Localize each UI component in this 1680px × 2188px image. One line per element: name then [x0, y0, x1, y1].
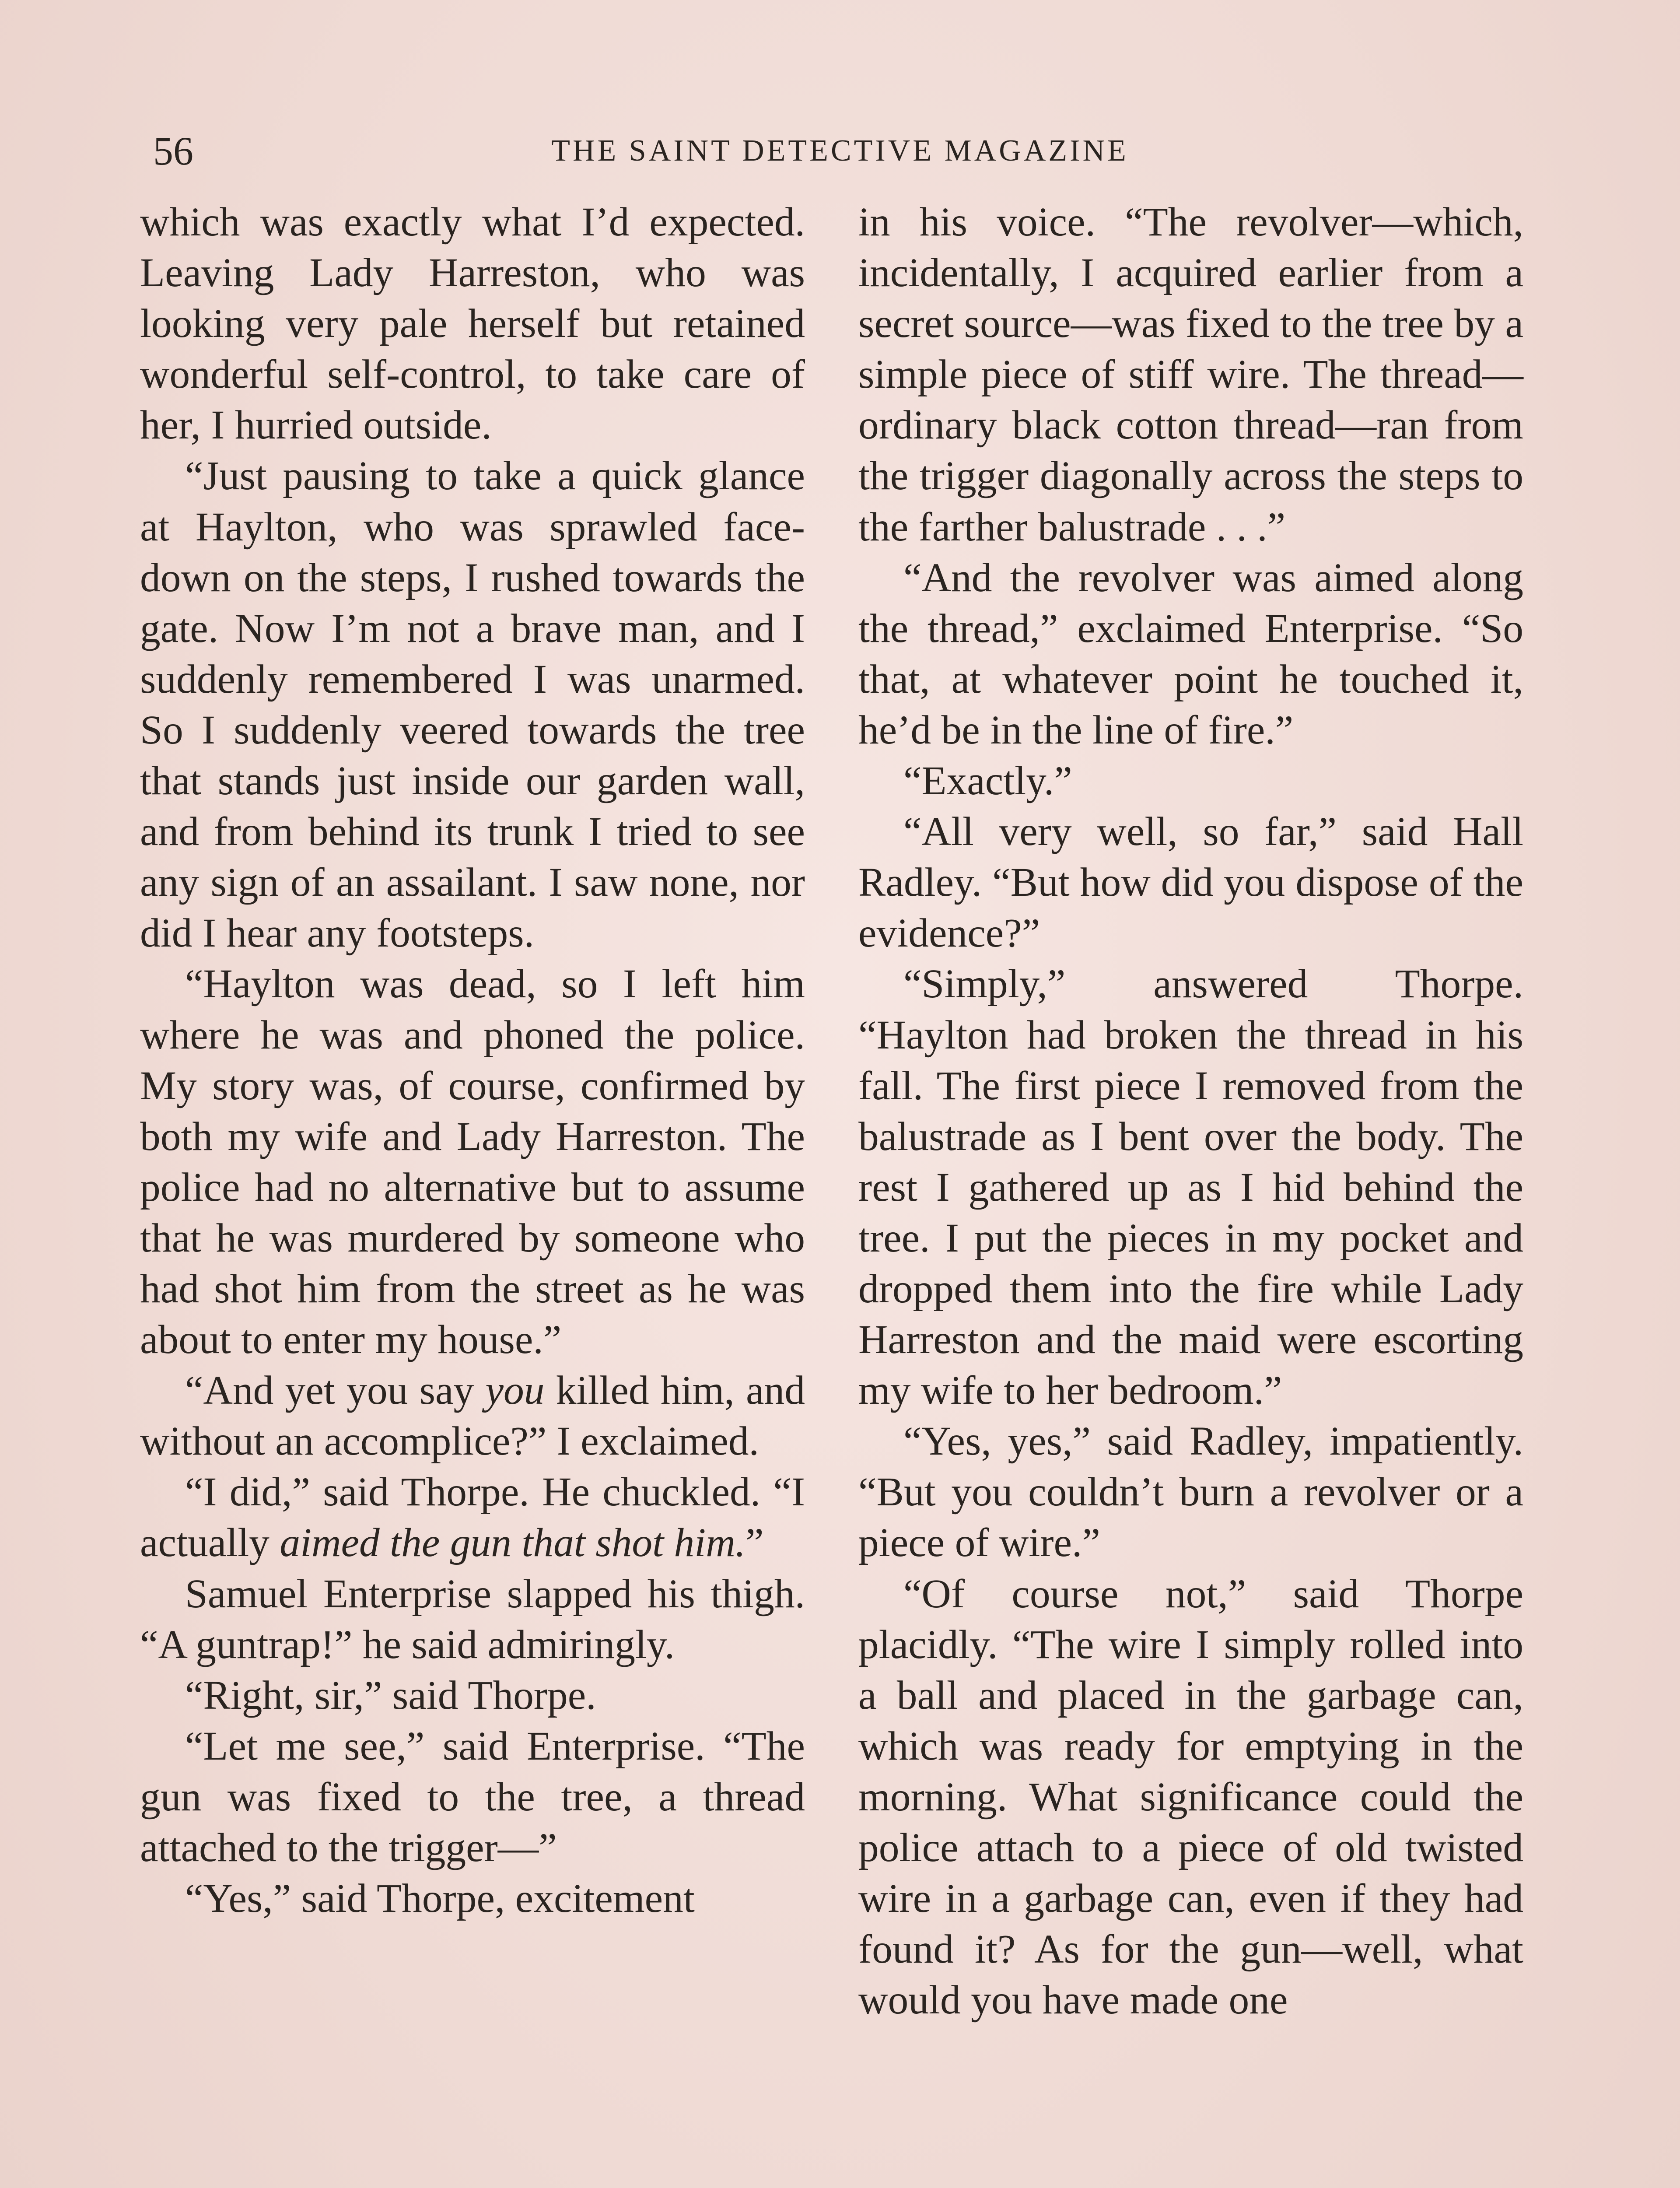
paragraph: “Haylton was dead, so I left him where he was and phoned the police. My story was, of course, confirmed by both my wife and Lady Harreston. The police had no alternative but to assume that he was murdered by someone who had shot him from the street as he was about to enter my house.” [140, 961, 805, 1363]
right-column [858, 197, 1523, 2026]
paragraph: “Just pausing to take a quick glance at Haylton, who was sprawled face-down on the steps, I rushed towards the gate. Now I’m not a brave man, and I suddenly remembered I was unarmed. So I suddenly veered towards the tree that stands just inside our garden wall, and from behind its trunk I tried to see any sign of an assailant. I saw none, nor did I hear any footsteps. [140, 453, 805, 956]
paragraph: Samuel Enterprise slapped his thigh. “A guntrap!” he said admiringly. [140, 1571, 805, 1667]
paragraph: “All very well, so far,” said Hall Radley. “But how did you dispose of the evidence?” [858, 809, 1523, 956]
paragraph: “And yet you say you killed him, and without an accomplice?” I exclaimed. [140, 1368, 805, 1464]
paragraph: which was exactly what I’d expected. Leaving Lady Harreston, who was looking very pale herself but retained wonderful self-control, to take care of her, I hurried outside. [140, 200, 805, 448]
paragraph: “Yes,” said Thorpe, excitement [185, 1876, 695, 1922]
page-header [140, 127, 1540, 175]
left-column [140, 197, 805, 1924]
paragraph: “Let me see,” said Enterprise. “The gun was fixed to the tree, a thread attached to the trigger—” [140, 1723, 805, 1870]
paragraph: “Exactly.” [903, 758, 1072, 804]
paragraph: “Yes, yes,” said Radley, impatiently. “But you couldn’t burn a revolver or a piece of wire.” [858, 1419, 1523, 1566]
page-number: 56 [153, 129, 193, 173]
paragraph: “Right, sir,” said Thorpe. [185, 1673, 596, 1718]
paragraph: “And the revolver was aimed along the thread,” exclaimed Enterprise. “So that, at whatever point he touched it, he’d be in the line of fire.” [858, 555, 1523, 753]
paragraph: “Simply,” answered Thorpe. “Haylton had broken the thread in his fall. The first piece I removed from the balustrade as I bent over the body. The rest I gathered up as I hid behind the tree. I put the pieces in my pocket and dropped them into the fire while Lady Harreston and the maid were escorting my wife to her bedroom.” [858, 961, 1523, 1413]
paragraph: in his voice. “The revolver—which, incidentally, I acquired earlier from a secret source—was fixed to the tree by a simple piece of stiff wire. The thread—ordinary black cotton thread—ran from the trigger diagonally across the steps to the farther balustrade . . .” [858, 200, 1523, 550]
paragraph: “I did,” said Thorpe. He chuckled. “I actually aimed the gun that shot him.” [140, 1469, 805, 1566]
paragraph: “Of course not,” said Thorpe placidly. “The wire I simply rolled into a ball and placed in the garbage can, which was ready for emptying in the morning. What significance could the police attach to a piece of old twisted wire in a garbage can, even if they had found it? As for the gun—well, what would you have made one [858, 1571, 1523, 2023]
running-head: THE SAINT DETECTIVE MAGAZINE [551, 134, 1129, 168]
